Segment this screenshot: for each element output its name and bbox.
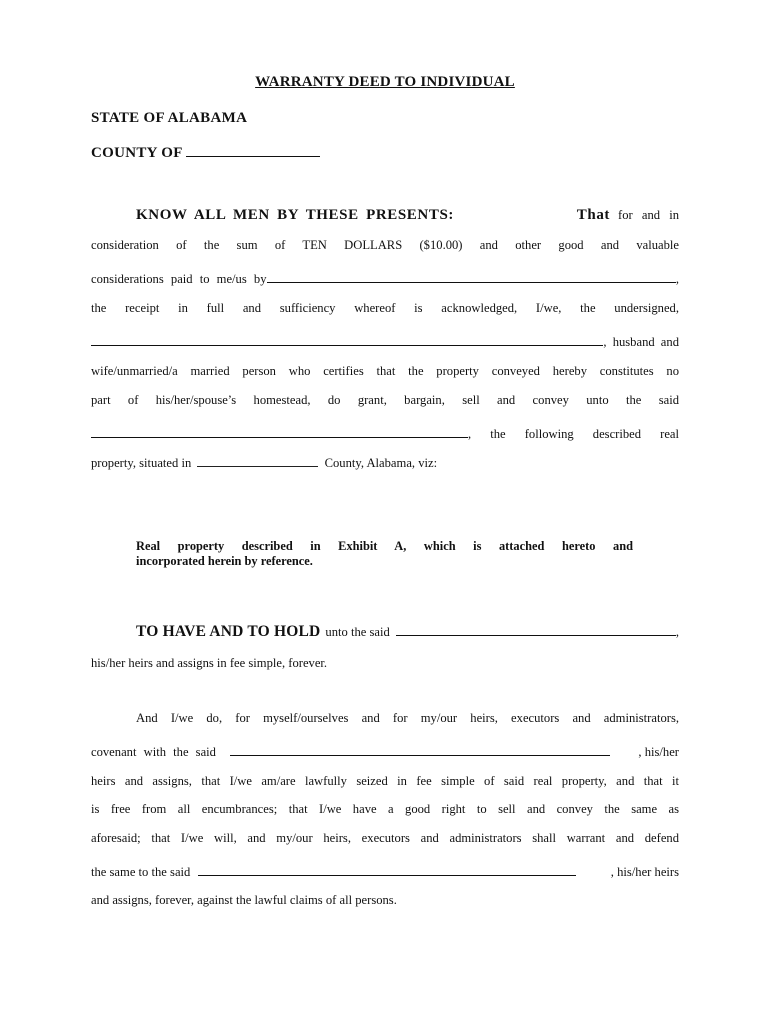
habendum-grantee-blank[interactable] [396,624,676,636]
exhibit-line-2: incorporated herein by reference. [136,553,313,568]
grant-line-7: part of his/her/spouse’s homestead, do grant, bargain, sell and convey unto the said [91,393,679,407]
grant-line-1-tail: for and in [618,208,679,222]
exhibit-line-1: Real property described in Exhibit A, which is attached hereto and [136,539,633,553]
document-title: WARRANTY DEED TO INDIVIDUAL [255,74,515,90]
county-blank[interactable] [186,145,320,157]
grant-line-9 [91,455,679,471]
grant-line-6: wife/unmarried/a married person who certifies that the property conveyed hereby constitutes no [91,364,679,378]
know-all-heading: KNOW ALL MEN BY THESE PRESENTS: [136,207,454,223]
covenant-line-3: heirs and assigns, that I/we am/are lawfully seized in fee simple of said real property, and that it [91,774,679,788]
covenant-line-6 [91,864,679,880]
habendum-comma: , [675,625,679,639]
grant-line-3 [91,271,679,287]
grant-line-9-text: property, situated in [91,456,192,470]
covenant-line-2-tail: , his/her [638,745,679,759]
habendum-line-1 [91,624,679,640]
covenant-grantee-blank[interactable] [230,744,610,756]
exhibit-reference [136,539,633,568]
property-county-blank[interactable] [197,455,318,467]
covenant-line-2 [91,744,679,760]
grant-line-2: consideration of the sum of TEN DOLLARS ($10.00) and other good and valuable [91,238,679,252]
undersigned-name-blank[interactable] [91,334,603,346]
grantor-paid-by-blank[interactable] [267,271,676,283]
covenant-line-6-text: the same to the said [91,865,191,879]
warranty-grantee-blank[interactable] [198,864,576,876]
grant-line-5 [91,334,679,350]
grant-line-3-text: considerations paid to me/us by [91,272,267,286]
covenant-line-5: aforesaid; that I/we will, and my/our heirs, executors and administrators shall warrant and defend [91,831,679,845]
county-label: COUNTY OF [91,145,183,161]
covenant-line-7: and assigns, forever, against the lawful claims of all persons. [91,893,397,907]
covenant-line-1: And I/we do, for myself/ourselves and for my/our heirs, executors and administrators, [136,711,679,725]
grantee-name-blank[interactable] [91,426,468,438]
that-word: That [576,207,611,223]
covenant-line-4: is free from all encumbrances; that I/we have a good right to sell and convey the same as [91,802,679,816]
habendum-text: unto the said [325,625,390,639]
habendum-line-2: his/her heirs and assigns in fee simple, forever. [91,656,328,670]
habendum-heading: TO HAVE AND TO HOLD [136,623,321,640]
grant-line-3-comma: , [675,272,679,286]
grant-line-9-county: County, Alabama, viz: [324,456,438,470]
grant-line-8 [91,426,679,442]
grant-line-8-text: , the following described real [468,427,679,441]
grant-line-4: the receipt in full and sufficiency whereof is acknowledged, I/we, the undersigned, [91,301,679,315]
county-heading [91,145,320,162]
grant-line-1 [91,207,679,223]
covenant-line-2-text: covenant with the said [91,745,216,759]
grant-line-5-text: , husband and [603,335,679,349]
state-heading: STATE OF ALABAMA [91,110,248,126]
covenant-line-6-tail: , his/her heirs [610,865,679,879]
